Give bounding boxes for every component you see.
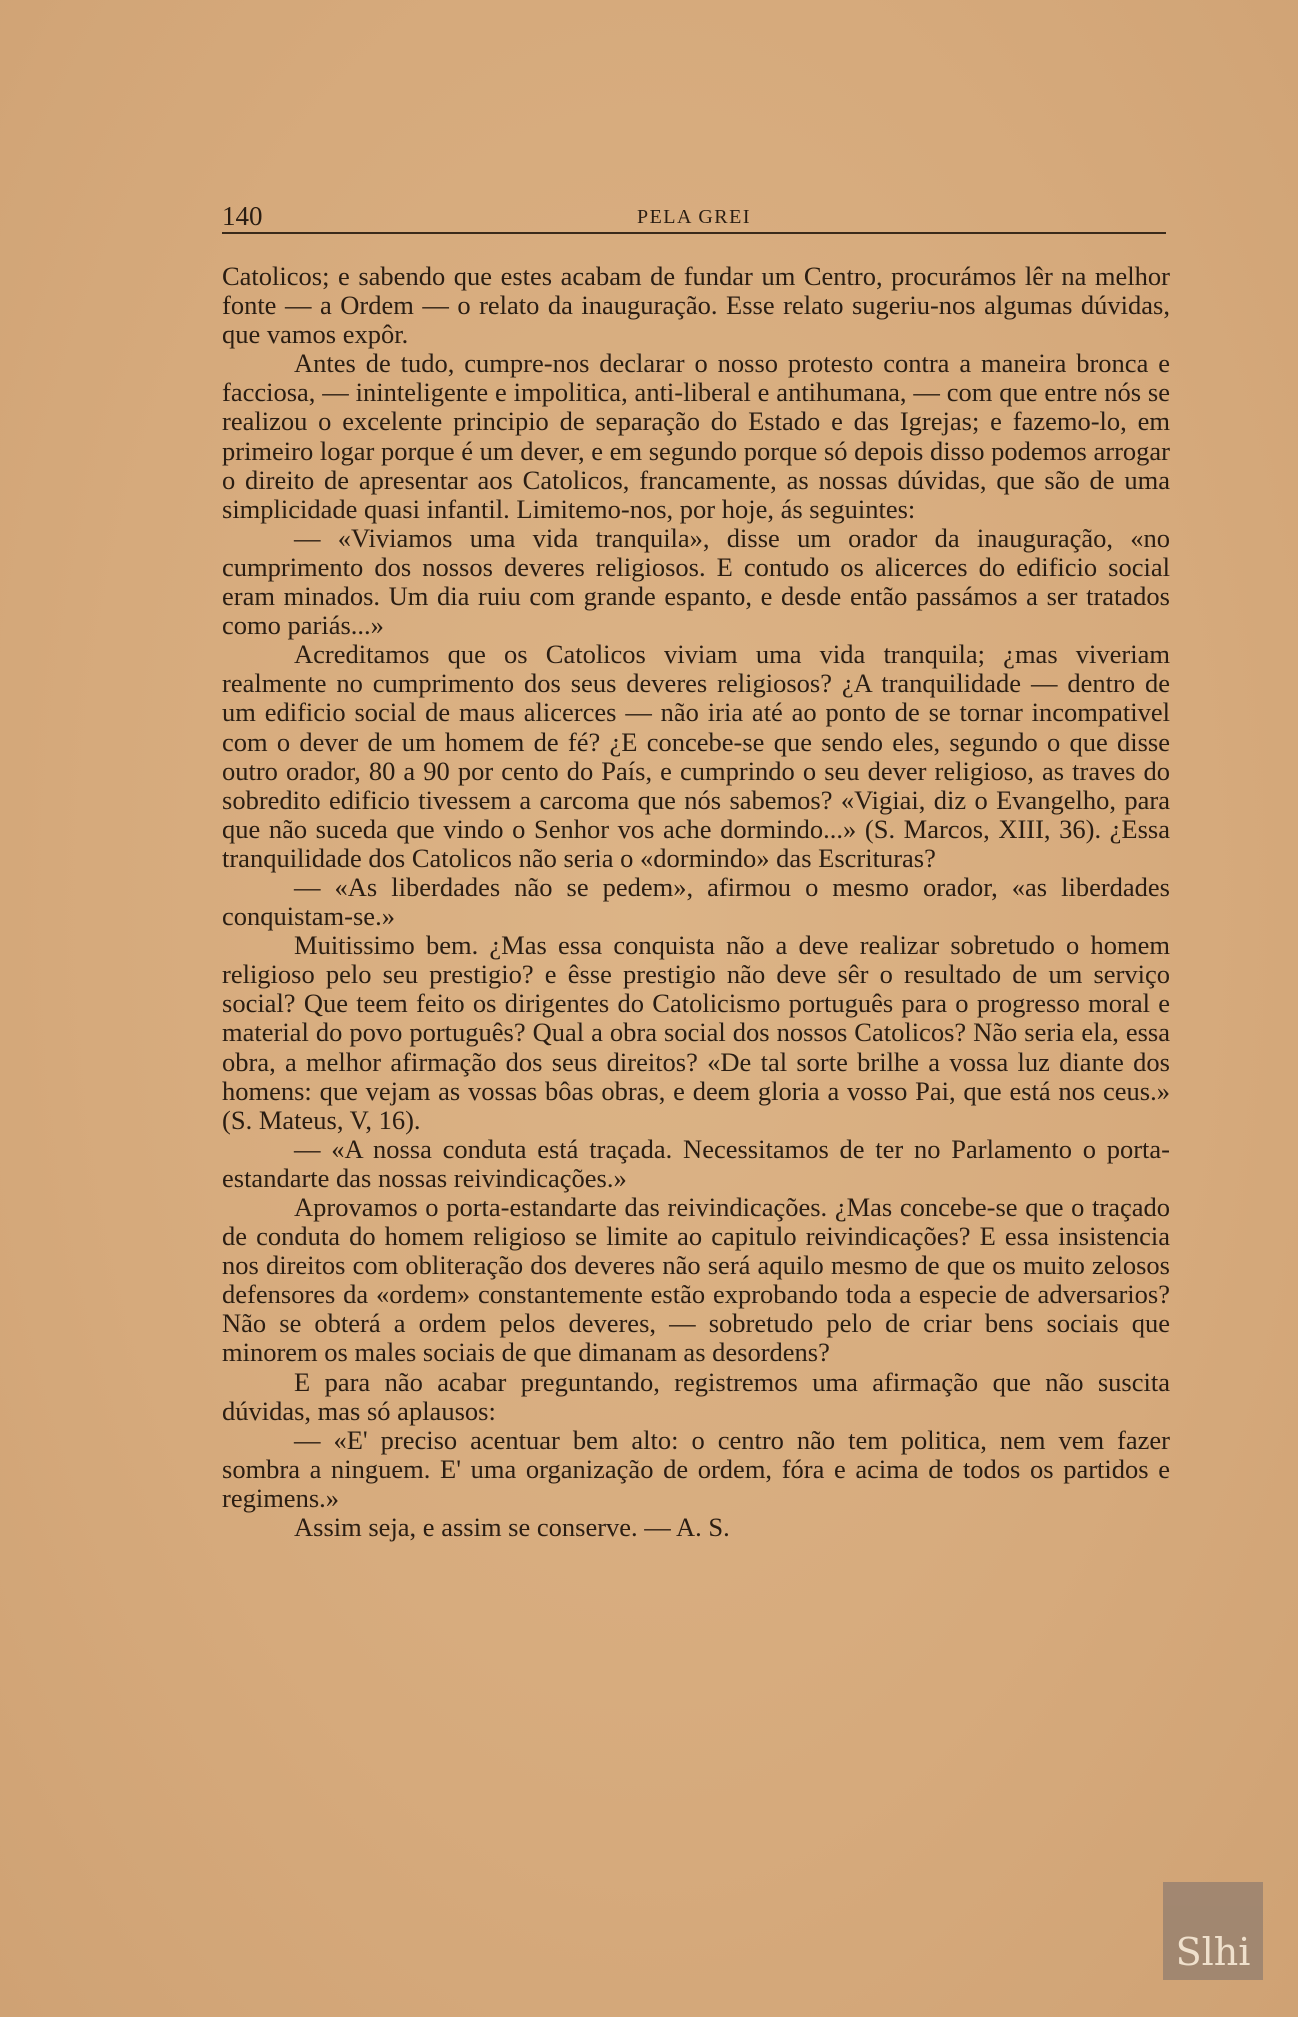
paragraph: Catolicos; e sabendo que estes acabam de fundar um Centro, procurámos lêr na melhor fonte — a Ordem — o relato da inauguração. Esse relato sugeriu-nos algumas dúvidas, que vamos expôr. [222,261,1170,350]
paragraph: Aprovamos o porta-estandarte das reivindicações. ¿Mas concebe-se que o traçado de conduta do homem religioso se limite ao capitulo reivindicações? E essa insistencia nos direitos com obliteração dos deveres não será aquilo mesmo de que os muito zelosos defensores da «ordem» constantemente estão exprobando toda a especie de adversarios? Não se obterá a ordem pelos deveres, — sobretudo pelo de criar bens sociais que minorem os males sociais de que dimanam as desordens? [222,1192,1170,1368]
running-title: PELA GREI [636,206,752,228]
paragraph: — «Viviamos uma vida tranquila», disse um orador da inauguração, «no cumprimento dos nossos deveres religiosos. E contudo os alicerces do edificio social eram minados. Um dia ruiu com grande espanto, e desde então passámos a ser tratados como pariás...» [222,522,1170,641]
paragraph: E para não acabar preguntando, registremos uma afirmação que não suscita dúvidas, mas só aplausos: [222,1366,1170,1426]
page-number: 140 [222,201,263,231]
watermark-text: Slhi [1175,1930,1251,1974]
body-text [222,262,1170,1542]
paragraph: Muitissimo bem. ¿Mas essa conquista não a deve realizar sobretudo o homem religioso pelo seu prestigio? e êsse prestigio não deve sêr o resultado de um serviço social? Que teem feito os dirigentes do Catolicismo português para o progresso moral e material do povo português? Qual a obra social dos nossos Catolicos? Não seria ela, essa obra, a melhor afirmação dos seus direitos? «De tal sorte brilhe a vossa luz diante dos homens: que vejam as vossas bôas obras, e deem gloria a vosso Pai, que está nos ceus.» (S. Mateus, V, 16). [222,930,1170,1135]
paragraph: — «E' preciso acentuar bem alto: o centro não tem politica, nem vem fazer sombra a ninguem. E' uma organização de ordem, fóra e acima de todos os partidos e regimens.» [222,1424,1170,1513]
paragraph: — «A nossa conduta está traçada. Necessitamos de ter no Parlamento o porta-estandarte das nossas reivindicações.» [222,1133,1170,1193]
paragraph: Antes de tudo, cumpre-nos declarar o nosso protesto contra a maneira bronca e facciosa, — ininteligente e impolitica, anti-liberal e antihumana, — com que entre nós se realizou o excelente principio de separação do Estado e das Igrejas; e fazemo-lo, em primeiro logar porque é um dever, e em segundo porque só depois disso podemos arrogar o direito de apresentar aos Catolicos, francamente, as nossas dúvidas, que são de uma simplicidade quasi infantil. Limitemo-nos, por hoje, ás seguintes: [222,348,1170,524]
paragraph: Acreditamos que os Catolicos viviam uma vida tranquila; ¿mas viveriam realmente no cumprimento dos seus deveres religiosos? ¿A tranquilidade — dentro de um edificio social de maus alicerces — não iria até ao ponto de se tornar incompativel com o dever de um homem de fé? ¿E concebe-se que sendo eles, segundo o que disse outro orador, 80 a 90 por cento do País, e cumprindo o seu dever religioso, as traves do sobredito edificio tivessem a carcoma que nós sabemos? «Vigiai, diz o Evangelho, para que não suceda que vindo o Senhor vos ache dormindo...» (S. Marcos, XIII, 36). ¿Essa tranquilidade dos Catolicos não seria o «dormindo» das Escrituras? [222,639,1170,873]
page-header [222,200,1166,234]
paragraph: — «As liberdades não se pedem», afirmou o mesmo orador, «as liberdades conquistam-se.» [222,871,1170,932]
library-watermark-logo [1163,1882,1263,1980]
paragraph-signature: Assim seja, e assim se conserve. — A. S. [294,1512,730,1543]
